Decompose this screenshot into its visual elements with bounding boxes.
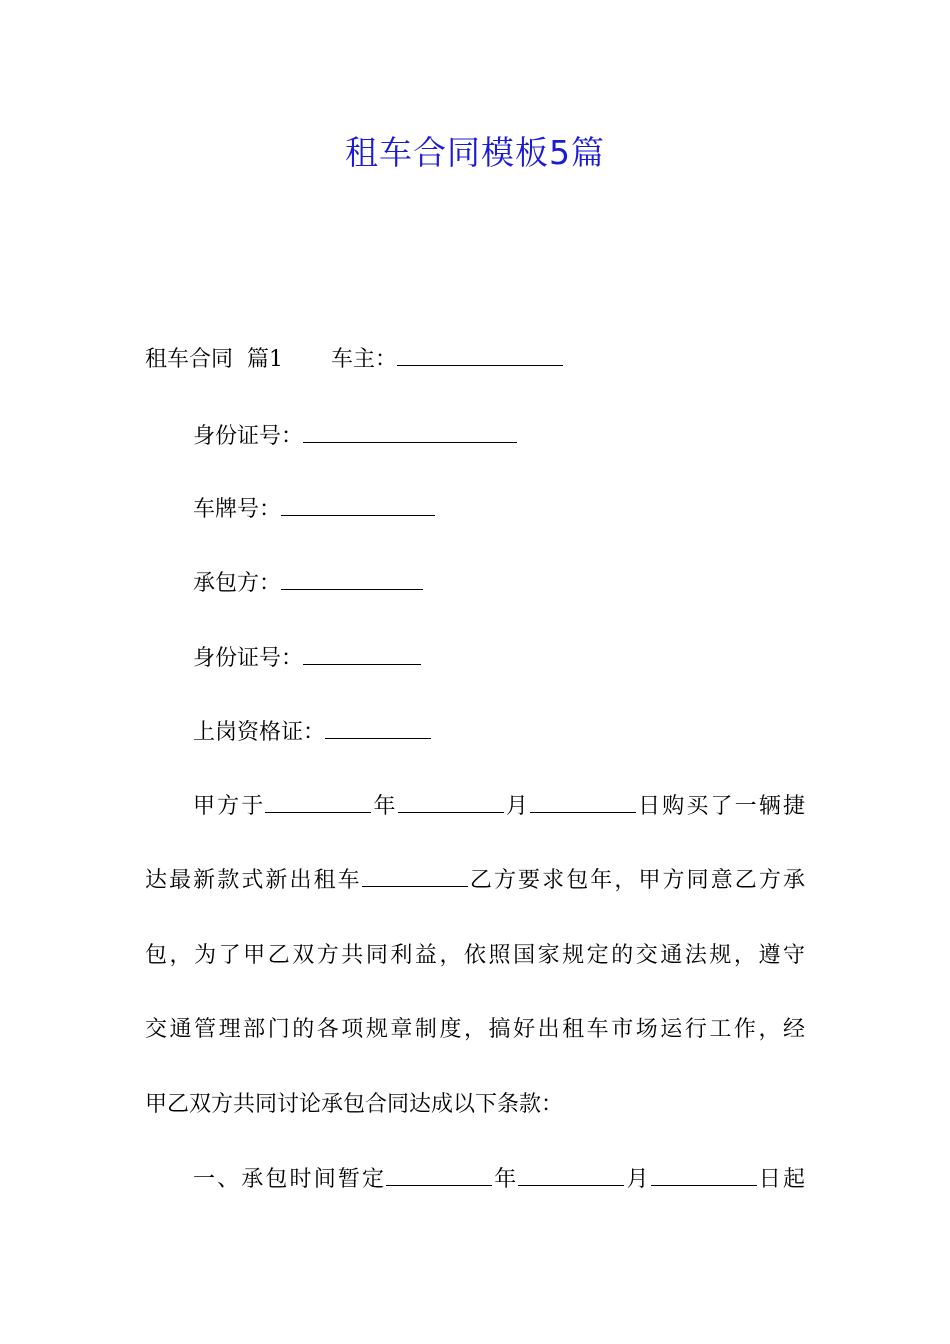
owner-label: 车主：: [330, 347, 397, 372]
paragraph1-line1: [193, 792, 805, 822]
plate-number-blank: [281, 495, 435, 516]
contractor-label: 承包方：: [193, 571, 282, 596]
p1-year-blank: [265, 792, 371, 813]
p1-text-e: 达最新款式新出租车: [145, 868, 362, 893]
clause1-month-blank: [518, 1165, 624, 1186]
plate-number-label: 车牌号：: [193, 497, 282, 522]
plate-number-field: [193, 495, 435, 525]
p1-text-c: 月: [503, 794, 530, 819]
clause1-text-b: 年: [492, 1167, 519, 1192]
contractor-field: [193, 569, 423, 599]
paragraph1-line4: 交通管理部门的各项规章制度，搞好出租车市场运行工作，经: [145, 1017, 805, 1042]
id-number-label-1: 身份证号：: [193, 424, 304, 449]
contractor-blank: [281, 569, 423, 590]
work-certificate-label: 上岗资格证：: [193, 720, 326, 745]
document-title: 租车合同模板5篇: [345, 133, 605, 172]
id-number-blank-2: [303, 644, 421, 665]
work-certificate-blank: [325, 718, 431, 739]
clause1-year-blank: [386, 1165, 492, 1186]
id-number-label-2: 身份证号：: [193, 646, 304, 671]
p1-month-blank: [398, 792, 504, 813]
clause1-text-d: 日起: [756, 1167, 805, 1192]
p1-text-a: 甲方于: [193, 794, 266, 819]
clause1-line1: [193, 1165, 805, 1195]
clause1-text-a: 一、承包时间暂定: [193, 1167, 387, 1192]
paragraph1-line2: [145, 866, 805, 896]
p1-text-d: 日购买了一辆捷: [635, 794, 805, 819]
clause1-text-c: 月: [624, 1167, 651, 1192]
work-certificate-field: [193, 718, 431, 748]
id-number-field-2: [193, 644, 421, 674]
p1-day-blank: [530, 792, 636, 813]
paragraph1-line3: 包，为了甲乙双方共同利益，依照国家规定的交通法规，遵守: [145, 943, 805, 968]
clause1-day-blank: [651, 1165, 757, 1186]
p1-text-b: 年: [371, 794, 398, 819]
contract-section-label: 租车合同 篇1: [145, 347, 283, 372]
p1-text-f: 乙方要求包年，甲方同意乙方承: [467, 868, 805, 893]
id-number-blank-1: [303, 422, 517, 443]
paragraph1-line5: 甲乙双方共同讨论承包合同达成以下条款：: [145, 1092, 564, 1117]
contract-heading-line: [145, 345, 563, 375]
p1-car-blank: [362, 866, 468, 887]
id-number-field-1: [193, 422, 517, 452]
owner-blank: [397, 345, 563, 366]
